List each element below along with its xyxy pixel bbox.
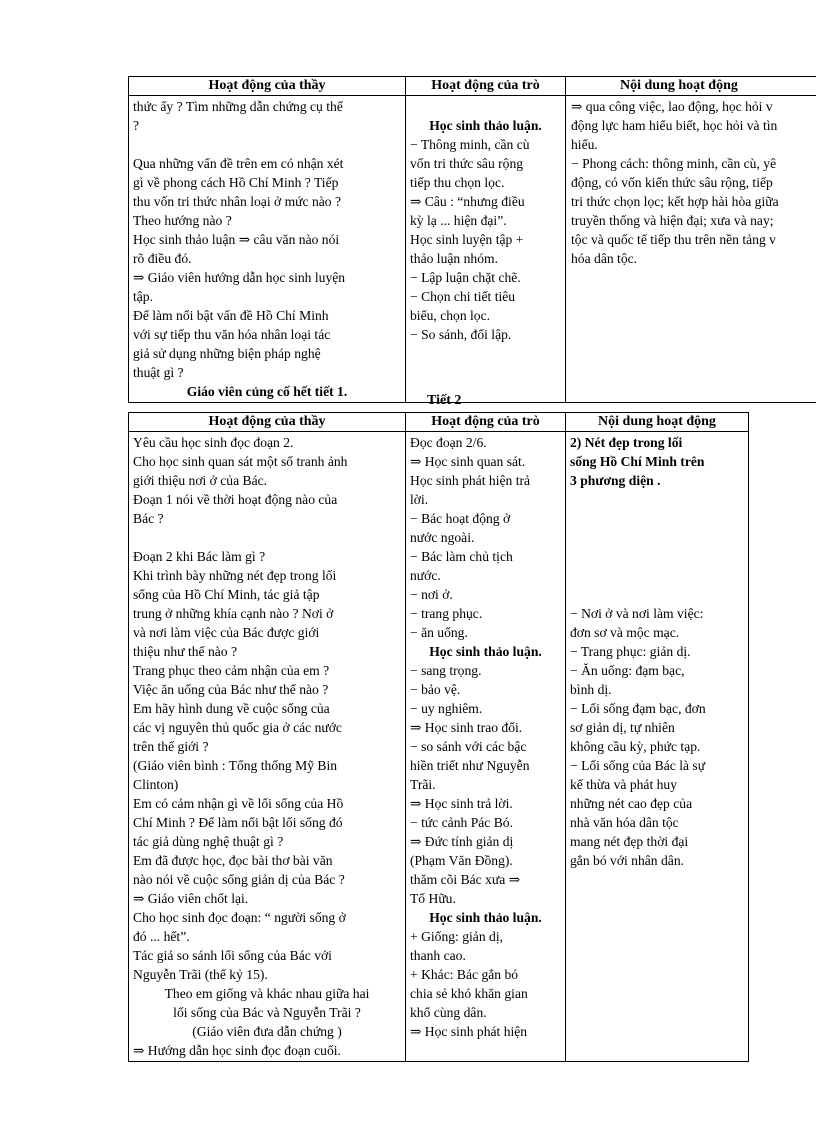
text-line: thanh cao. <box>410 948 466 963</box>
text-line: không cầu kỳ, phức tạp. <box>570 739 701 754</box>
text-line: thu vốn tri thức nhân loại ở mức nào ? <box>133 194 342 209</box>
text-line: nào nói về cuộc sống giản dị của Bác ? <box>133 872 345 887</box>
text-line: ⇒ Giáo viên hướng dẫn học sinh luyện <box>133 270 346 285</box>
lesson-table-1 <box>128 76 816 403</box>
text-line: (Giáo viên bình : Tổng thống Mỹ Bin <box>133 758 338 773</box>
text-line: 2) Nét đẹp trong lối <box>570 435 683 450</box>
text-line: ⇒ Học sinh trao đổi. <box>410 720 523 735</box>
text-line: Đoạn 1 nói về thời hoạt động nào của <box>133 492 338 507</box>
teacher-activity-cell <box>129 432 406 1062</box>
text-line: đơn sơ và mộc mạc. <box>570 625 680 640</box>
text-line: bình dị. <box>570 682 612 697</box>
text-line: Đọc đoạn 2/6. <box>410 435 487 450</box>
text-line: nước ngoài. <box>410 530 475 545</box>
activity-content-cell <box>566 96 816 403</box>
text-line: Cho học sinh quan sát một số tranh ảnh <box>133 454 348 469</box>
text-line: − Chọn chi tiết tiêu <box>410 289 516 304</box>
text-line: lối sống của Bác và Nguyễn Trãi ? <box>173 1005 361 1020</box>
text-line: với sự tiếp thu văn hóa nhân loại tác <box>133 327 331 342</box>
table-row <box>129 432 749 1062</box>
text-line: giả sử dụng những biện pháp nghệ <box>133 346 321 361</box>
text-line: trên thế giới ? <box>133 739 209 754</box>
text-line: ⇒ Đức tính giản dị <box>410 834 514 849</box>
text-line <box>570 528 744 547</box>
text-line: khổ cùng dân. <box>410 1005 487 1020</box>
text-line: mang nét đẹp thời đại <box>570 834 689 849</box>
text-line: Học sinh thảo luận. <box>429 118 542 133</box>
text-line: Khi trình bày những nét đẹp trong lối <box>133 568 337 583</box>
text-line: − ăn uống. <box>410 625 468 640</box>
text-line: ⇒ qua công việc, lao động, học hỏi v <box>571 99 773 114</box>
text-line: − Phong cách: thông minh, cần cù, yê <box>571 156 777 171</box>
text-line: (Phạm Văn Đồng). <box>410 853 513 868</box>
text-line: Chí Minh ? Để làm nổi bật lối sống đó <box>133 815 343 830</box>
text-line: − Lối sống của Bác là sự <box>570 758 706 773</box>
text-line: động lực ham hiểu biết, học hỏi và tìn <box>571 118 778 133</box>
text-line: gắn bó với nhân dân. <box>570 853 685 868</box>
text-line: Tố Hữu. <box>410 891 456 906</box>
text-line: + Giống: giản dị, <box>410 929 503 944</box>
text-line: ⇒ Học sinh quan sát. <box>410 454 526 469</box>
text-line: tri thức chọn lọc; kết hợp hài hòa giữa <box>571 194 779 209</box>
text-line: động, có vốn kiến thức sâu rộng, tiếp <box>571 175 773 190</box>
text-line: vốn tri thức sâu rộng <box>410 156 524 171</box>
text-line <box>133 528 401 547</box>
text-line: hiểu. <box>571 137 598 152</box>
text-line: Học sinh thảo luận. <box>429 644 542 659</box>
text-line: nhà văn hóa dân tộc <box>570 815 679 830</box>
text-line: gì về phong cách Hồ Chí Minh ? Tiếp <box>133 175 339 190</box>
text-line: − Nơi ở và nơi làm việc: <box>570 606 704 621</box>
text-line: − Ăn uống: đạm bạc, <box>570 663 685 678</box>
text-line: đó ... hết”. <box>133 929 190 944</box>
text-line: − Trang phục: giản dị. <box>570 644 691 659</box>
text-line: thuật gì ? <box>133 365 184 380</box>
text-line: biểu, chọn lọc. <box>410 308 491 323</box>
text-line: trung ở những khía cạnh nào ? Nơi ở <box>133 606 334 621</box>
text-line: − Lối sống đạm bạc, đơn <box>570 701 706 716</box>
text-line: tiếp thu chọn lọc. <box>410 175 505 190</box>
text-line: − so sánh với các bậc <box>410 739 527 754</box>
text-line: tộc và quốc tế tiếp thu trên nền tảng v <box>571 232 776 247</box>
text-line: − uy nghiêm. <box>410 701 483 716</box>
header-activity-content: Nội dung hoạt động <box>566 77 816 96</box>
text-line: kỳ lạ ... hiện đại”. <box>410 213 507 228</box>
text-line: Qua những vấn đề trên em có nhận xét <box>133 156 344 171</box>
text-line <box>570 509 744 528</box>
text-line: thức ấy ? Tìm những dẫn chứng cụ thể <box>133 99 343 114</box>
text-line: ⇒ Học sinh trả lời. <box>410 796 513 811</box>
text-line <box>570 490 744 509</box>
text-line: thảo luận nhóm. <box>410 251 498 266</box>
text-line: tập. <box>133 289 154 304</box>
text-line: − Bác làm chủ tịch <box>410 549 513 564</box>
table-row <box>129 96 816 403</box>
text-line: − bảo vệ. <box>410 682 461 697</box>
header-teacher-activity: Hoạt động của thầy <box>129 77 406 96</box>
header-student-activity: Hoạt động của trò <box>406 77 566 96</box>
text-line <box>570 547 744 566</box>
text-line: Học sinh thảo luận ⇒ câu văn nào nói <box>133 232 340 247</box>
text-line <box>133 135 401 154</box>
text-line <box>570 566 744 585</box>
text-line: hiền triết như Nguyễn <box>410 758 530 773</box>
text-line: − So sánh, đối lập. <box>410 327 512 342</box>
text-line: sơ giản dị, tự nhiên <box>570 720 675 735</box>
teacher-activity-cell <box>129 96 406 403</box>
text-line: sống của Hồ Chí Minh, tác giả tập <box>133 587 320 602</box>
text-line: − sang trọng. <box>410 663 482 678</box>
text-line: nước. <box>410 568 441 583</box>
text-line: kế thừa và phát huy <box>570 777 678 792</box>
text-line: những nét cao đẹp của <box>570 796 693 811</box>
text-line: thiệu như thế nào ? <box>133 644 238 659</box>
text-line: lời. <box>410 492 429 507</box>
text-line: Theo em giống và khác nhau giữa hai <box>164 986 370 1001</box>
text-line: − Bác hoạt động ở <box>410 511 511 526</box>
text-line: Nguyễn Trãi (thế kỷ 15). <box>133 967 268 982</box>
text-line: Cho học sinh đọc đoạn: “ người sống ở <box>133 910 346 925</box>
table-header-row <box>129 413 749 432</box>
text-line: + Khác: Bác gắn bó <box>410 967 519 982</box>
section-title: Tiết 2 <box>427 393 462 408</box>
text-line: Giáo viên củng cố hết tiết 1. <box>186 384 348 399</box>
header-student-activity: Hoạt động của trò <box>406 413 566 432</box>
text-line <box>570 585 744 604</box>
text-line: thăm cõi Bác xưa ⇒ <box>410 872 521 887</box>
text-line: Học sinh thảo luận. <box>429 910 542 925</box>
text-line: chia sẻ khó khăn gian <box>410 986 528 1001</box>
text-line: ? <box>133 118 140 133</box>
text-line: Clinton) <box>133 777 179 792</box>
student-activity-cell <box>406 432 566 1062</box>
text-line: Em đã được học, đọc bài thơ bài văn <box>133 853 333 868</box>
text-line: Đoạn 2 khi Bác làm gì ? <box>133 549 266 564</box>
lesson-table-2 <box>128 412 749 1062</box>
text-line: − tức cảnh Pác Bó. <box>410 815 513 830</box>
text-line: Để làm nổi bật vấn đề Hồ Chí Minh <box>133 308 329 323</box>
text-line: Bác ? <box>133 511 164 526</box>
text-line: Em hãy hình dung về cuộc sống của <box>133 701 330 716</box>
text-line: Việc ăn uống của Bác như thế nào ? <box>133 682 329 697</box>
text-line: Trang phục theo cảm nhận của em ? <box>133 663 330 678</box>
text-line: Tác giả so sánh lối sống của Bác với <box>133 948 332 963</box>
text-line: − Thông minh, cần cù <box>410 137 530 152</box>
text-line: Yêu cầu học sinh đọc đoạn 2. <box>133 435 294 450</box>
table-header-row <box>129 77 816 96</box>
text-line: sống Hồ Chí Minh trên <box>570 454 705 469</box>
text-line: ⇒ Học sinh phát hiện <box>410 1024 528 1039</box>
text-line: rõ điều đó. <box>133 251 192 266</box>
text-line: − Lập luận chặt chẽ. <box>410 270 521 285</box>
text-line: hóa dân tộc. <box>571 251 638 266</box>
text-line: truyền thống và hiện đại; xưa và nay; <box>571 213 774 228</box>
text-line: Học sinh luyện tập + <box>410 232 524 247</box>
text-line <box>410 97 561 116</box>
text-line: 3 phương diện . <box>570 473 661 488</box>
header-teacher-activity: Hoạt động của thầy <box>129 413 406 432</box>
text-line: Trãi. <box>410 777 436 792</box>
text-line: (Giáo viên đưa dẫn chứng ) <box>192 1024 342 1039</box>
text-line: và nơi làm việc của Bác được giới <box>133 625 320 640</box>
student-activity-cell <box>406 96 566 403</box>
text-line: tác giả dùng nghệ thuật gì ? <box>133 834 284 849</box>
text-line: Theo hướng nào ? <box>133 213 232 228</box>
text-line: − nơi ở. <box>410 587 453 602</box>
text-line: ⇒ Giáo viên chốt lại. <box>133 891 249 906</box>
text-line: Học sinh phát hiện trả <box>410 473 531 488</box>
text-line: ⇒ Câu : “nhưng điều <box>410 194 525 209</box>
text-line: ⇒ Hướng dẫn học sinh đọc đoạn cuối. <box>133 1043 341 1058</box>
text-line: − trang phục. <box>410 606 483 621</box>
text-line: Em có cảm nhận gì về lối sống của Hồ <box>133 796 344 811</box>
activity-content-cell <box>566 432 749 1062</box>
text-line: các vị nguyên thủ quốc gia ở các nước <box>133 720 342 735</box>
header-activity-content: Nội dung hoạt động <box>566 413 749 432</box>
text-line: giới thiệu nơi ở của Bác. <box>133 473 268 488</box>
